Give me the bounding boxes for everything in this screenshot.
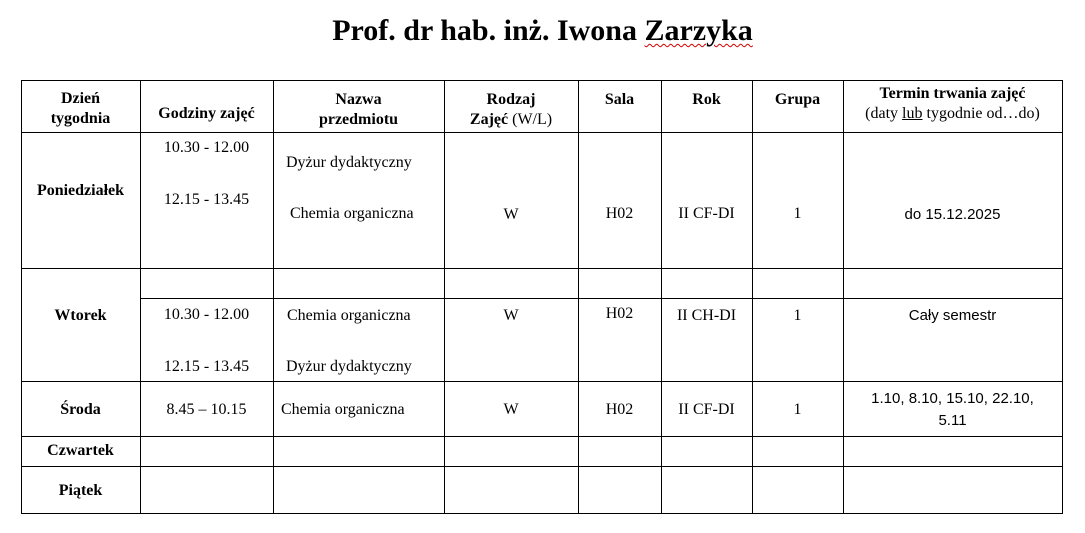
mon-year: II CF-DI <box>678 205 735 222</box>
row-divider-wed <box>21 436 1063 437</box>
header-year: Rok <box>692 91 721 108</box>
table-border-bottom <box>21 513 1063 514</box>
title-prefix: Prof. dr hab. inż. Iwona <box>332 14 645 47</box>
header-subject: Nazwa przedmiotu <box>318 91 399 128</box>
day-thursday: Czwartek <box>47 442 114 459</box>
row-divider-tue <box>21 381 1063 382</box>
wed-subject-1: Chemia organiczna <box>281 401 405 418</box>
mon-type: W <box>503 206 519 223</box>
wed-room: H02 <box>605 401 634 418</box>
col-divider-3 <box>444 80 445 514</box>
mon-group: 1 <box>793 205 802 222</box>
col-divider-7 <box>843 80 844 514</box>
wed-year: II CF-DI <box>678 401 735 418</box>
col-divider-2 <box>273 80 274 514</box>
day-friday: Piątek <box>58 482 103 499</box>
col-divider-4 <box>578 80 579 514</box>
title-name: Zarzyka <box>644 14 753 47</box>
mon-subject-2: Chemia organiczna <box>290 205 414 222</box>
mon-term: do 15.12.2025 <box>904 206 1001 223</box>
header-group: Grupa <box>774 91 821 108</box>
tue-term: Cały semestr <box>908 307 997 324</box>
wed-hours-1: 8.45 – 10.15 <box>166 401 247 418</box>
tue-year: II CH-DI <box>676 307 737 324</box>
table-border-top <box>21 80 1063 81</box>
mon-subject-1: Dyżur dydaktyczny <box>286 154 412 171</box>
header-type: Rodzaj Zajęć (W/L) <box>469 91 553 128</box>
tue-subject-2: Dyżur dydaktyczny <box>286 358 412 375</box>
header-day: Dzień tygodnia <box>50 90 111 127</box>
tue-subject-1: Chemia organiczna <box>287 307 411 324</box>
header-term: Termin trwania zajęć (daty lub tygodnie od…do) <box>865 85 1040 122</box>
row-divider-mon <box>21 268 1063 269</box>
col-divider-6 <box>752 80 753 514</box>
tue-hours-2: 12.15 - 13.45 <box>163 358 250 375</box>
col-divider-5 <box>661 80 662 514</box>
table-border-right <box>1062 80 1063 514</box>
tue-room: H02 <box>605 305 634 322</box>
header-divider <box>21 132 1063 133</box>
tue-hours-1: 10.30 - 12.00 <box>163 306 250 323</box>
wed-term: 1.10, 8.10, 15.10, 22.10, 5.11 <box>871 390 1034 429</box>
day-tuesday: Wtorek <box>54 307 107 324</box>
mon-room: H02 <box>605 205 634 222</box>
mon-hours-2: 12.15 - 13.45 <box>163 191 250 208</box>
tue-type: W <box>503 307 519 324</box>
wed-group: 1 <box>793 401 802 418</box>
row-divider-tue-top <box>140 298 1063 299</box>
row-divider-thu <box>21 466 1063 467</box>
header-room: Sala <box>604 91 635 108</box>
wed-type: W <box>503 401 519 418</box>
mon-hours-1: 10.30 - 12.00 <box>163 139 250 156</box>
tue-group: 1 <box>793 307 802 324</box>
day-monday: Poniedziałek <box>36 182 125 199</box>
day-wednesday: Środa <box>60 401 101 418</box>
header-hours: Godziny zajęć <box>158 105 255 122</box>
